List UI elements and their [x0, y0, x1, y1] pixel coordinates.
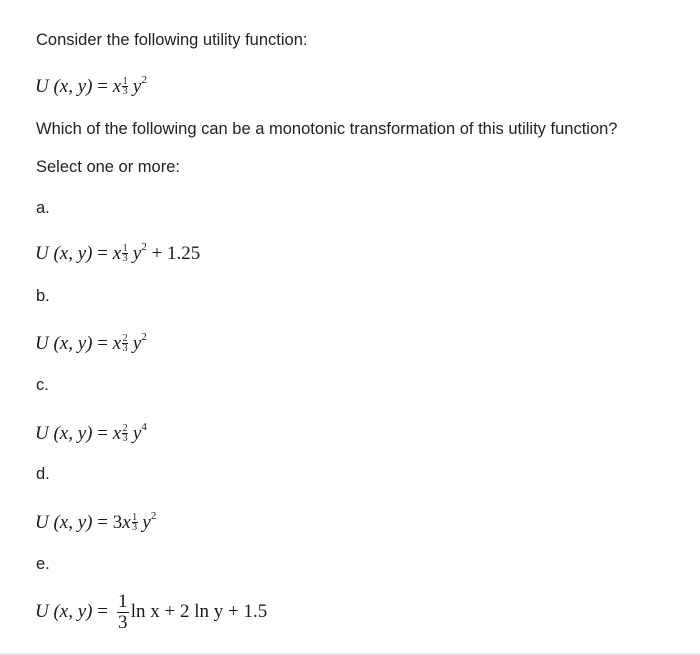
option-c-x-exp-den: 3: [122, 433, 128, 444]
question-instruction: Select one or more:: [36, 158, 180, 176]
option-b-x: x: [112, 333, 122, 354]
option-e-lhs: U (x, y): [35, 600, 93, 622]
option-d-eq: =: [97, 512, 108, 533]
option-b-x-exponent: [122, 334, 128, 353]
option-b-x-exp-den: 3: [122, 343, 128, 354]
option-c-formula[interactable]: [35, 421, 147, 445]
option-c-letter[interactable]: c.: [36, 376, 49, 394]
option-b-lhs: U (x, y): [35, 333, 93, 354]
option-a-letter[interactable]: a.: [36, 199, 50, 217]
base-y-exponent: 2: [141, 74, 147, 86]
option-c-x-exp-num: 2: [122, 423, 128, 434]
option-a-lhs: U (x, y): [35, 243, 93, 264]
base-x-exp-num: 1: [122, 76, 128, 87]
option-c-y-exponent: 4: [141, 421, 147, 433]
option-b-eq: =: [97, 333, 108, 354]
option-d-lhs: U (x, y): [35, 512, 93, 533]
base-y: y: [132, 76, 142, 97]
option-c-lhs: U (x, y): [35, 423, 93, 444]
base-utility-function: [35, 74, 147, 98]
option-e-formula[interactable]: [35, 592, 267, 633]
option-a-x: x: [112, 243, 122, 264]
option-d-x: x: [122, 512, 131, 533]
option-b-formula[interactable]: [35, 331, 147, 355]
option-a-x-exp-den: 3: [122, 253, 128, 264]
option-b-y-exponent: 2: [141, 331, 147, 343]
option-b-x-exp-num: 2: [122, 333, 128, 344]
option-c-x: x: [112, 423, 122, 444]
option-d-x-exponent: [132, 513, 138, 532]
option-e-letter[interactable]: e.: [36, 555, 50, 573]
option-e-frac-den: 3: [117, 612, 128, 633]
option-c-x-exponent: [122, 424, 128, 443]
option-a-eq: =: [97, 243, 108, 264]
option-a-y: y: [132, 243, 142, 264]
option-e-eq: =: [97, 600, 108, 622]
option-d-coefficient: 3: [112, 512, 123, 533]
option-c-eq: =: [97, 423, 108, 444]
base-x-exp-den: 3: [122, 86, 128, 97]
option-d-x-exp-den: 3: [132, 522, 138, 533]
option-a-tail: + 1.25: [151, 243, 201, 264]
base-x-exponent: [122, 77, 128, 96]
option-e-rest: ln x + 2 ln y + 1.5: [130, 600, 268, 622]
option-d-letter[interactable]: d.: [36, 465, 50, 483]
option-d-x-exp-num: 1: [132, 512, 138, 523]
option-b-letter[interactable]: b.: [36, 287, 50, 305]
base-eq: =: [97, 76, 108, 97]
question-prompt: Which of the following can be a monotonic transformation of this utility function?: [36, 120, 618, 138]
option-d-y: y: [142, 512, 151, 533]
option-a-x-exponent: [122, 244, 128, 263]
base-x: x: [112, 76, 122, 97]
option-a-x-exp-num: 1: [122, 243, 128, 254]
option-a-y-exponent: 2: [141, 241, 147, 253]
option-d-y-exponent: 2: [150, 510, 157, 522]
option-e-fraction: [117, 592, 129, 633]
option-d-formula[interactable]: [35, 510, 156, 534]
option-e-frac-num: 1: [117, 591, 128, 612]
base-lhs: U (x, y): [35, 76, 93, 97]
option-c-y: y: [132, 423, 142, 444]
option-a-formula[interactable]: [35, 241, 200, 265]
option-b-y: y: [132, 333, 142, 354]
question-intro: Consider the following utility function:: [36, 31, 308, 49]
